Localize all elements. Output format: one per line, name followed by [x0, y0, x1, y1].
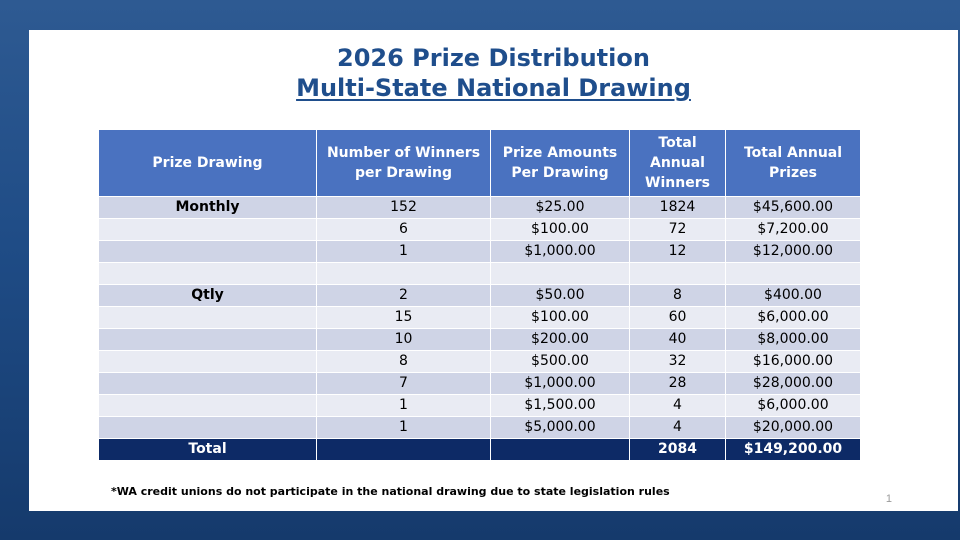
- cell-annual-winners: 8: [630, 285, 726, 307]
- cell-annual-winners: 60: [630, 307, 726, 329]
- cell-amount: $50.00: [491, 285, 630, 307]
- header-winners-per-drawing: Number of Winners per Drawing: [317, 130, 491, 197]
- table-row: [99, 351, 861, 373]
- cell-drawing: [99, 417, 317, 439]
- cell-amount: $100.00: [491, 307, 630, 329]
- cell-annual-winners: 4: [630, 417, 726, 439]
- header-prize-amounts: Prize Amounts Per Drawing: [491, 130, 630, 197]
- header-prize-drawing: Prize Drawing: [99, 130, 317, 197]
- cell-winners: 8: [317, 351, 491, 373]
- cell-winners: 1: [317, 417, 491, 439]
- cell-amount: $100.00: [491, 219, 630, 241]
- table-row: [99, 417, 861, 439]
- slide-title: 2026 Prize Distribution: [337, 44, 650, 72]
- cell-drawing: [99, 373, 317, 395]
- cell-amount: $200.00: [491, 329, 630, 351]
- cell-amount: $5,000.00: [491, 417, 630, 439]
- table-row: [99, 307, 861, 329]
- cell-annual-prizes: $6,000.00: [726, 307, 861, 329]
- cell-drawing: [99, 351, 317, 373]
- cell-winners: 152: [317, 197, 491, 219]
- cell-drawing: [99, 219, 317, 241]
- prize-distribution-table: [98, 129, 861, 461]
- table-row-spacer: [99, 263, 861, 285]
- cell-winners: 15: [317, 307, 491, 329]
- cell-amount: $1,500.00: [491, 395, 630, 417]
- header-total-annual-prizes: Total Annual Prizes: [726, 130, 861, 197]
- table-header-row: [99, 130, 861, 197]
- cell-winners: [317, 263, 491, 285]
- cell-annual-prizes: $45,600.00: [726, 197, 861, 219]
- table-row: [99, 329, 861, 351]
- cell-annual-winners: 72: [630, 219, 726, 241]
- footnote: *WA credit unions do not participate in the national drawing due to state legislation rules: [111, 485, 670, 498]
- cell-annual-prizes: $400.00: [726, 285, 861, 307]
- cell-drawing: [99, 263, 317, 285]
- cell-annual-prizes: $12,000.00: [726, 241, 861, 263]
- slide: [29, 30, 958, 511]
- table-row: [99, 395, 861, 417]
- total-annual-prizes: $149,200.00: [726, 439, 861, 461]
- cell-annual-prizes: $16,000.00: [726, 351, 861, 373]
- cell-winners: 1: [317, 241, 491, 263]
- cell-drawing: [99, 307, 317, 329]
- cell-annual-winners: 4: [630, 395, 726, 417]
- cell-drawing: Qtly: [99, 285, 317, 307]
- cell-annual-prizes: $8,000.00: [726, 329, 861, 351]
- slide-subtitle: Multi-State National Drawing: [296, 74, 691, 102]
- cell-amount: [491, 263, 630, 285]
- total-label: Total: [99, 439, 317, 461]
- cell-annual-prizes: $28,000.00: [726, 373, 861, 395]
- cell-annual-prizes: $6,000.00: [726, 395, 861, 417]
- cell-winners: 10: [317, 329, 491, 351]
- cell-amount: $1,000.00: [491, 241, 630, 263]
- page-number: 1: [885, 493, 892, 505]
- table-row: [99, 197, 861, 219]
- cell-amount: $500.00: [491, 351, 630, 373]
- cell-amount: $1,000.00: [491, 373, 630, 395]
- cell-drawing: [99, 395, 317, 417]
- cell-annual-prizes: [726, 263, 861, 285]
- table-total-row: [99, 439, 861, 461]
- cell-annual-prizes: $20,000.00: [726, 417, 861, 439]
- cell-winners: 1: [317, 395, 491, 417]
- table-row: [99, 373, 861, 395]
- cell-drawing: [99, 329, 317, 351]
- cell-winners: 7: [317, 373, 491, 395]
- cell-amount: $25.00: [491, 197, 630, 219]
- cell-annual-winners: [630, 263, 726, 285]
- cell-annual-winners: 28: [630, 373, 726, 395]
- cell-annual-winners: 32: [630, 351, 726, 373]
- cell-annual-winners: 12: [630, 241, 726, 263]
- total-winners-per-drawing: [317, 439, 491, 461]
- cell-annual-winners: 40: [630, 329, 726, 351]
- header-total-annual-winners: Total Annual Winners: [630, 130, 726, 197]
- cell-annual-winners: 1824: [630, 197, 726, 219]
- total-prize-amounts: [491, 439, 630, 461]
- cell-drawing: [99, 241, 317, 263]
- table-row: [99, 285, 861, 307]
- cell-drawing: Monthly: [99, 197, 317, 219]
- table-row: [99, 241, 861, 263]
- cell-annual-prizes: $7,200.00: [726, 219, 861, 241]
- total-annual-winners: 2084: [630, 439, 726, 461]
- cell-winners: 2: [317, 285, 491, 307]
- cell-winners: 6: [317, 219, 491, 241]
- table-row: [99, 219, 861, 241]
